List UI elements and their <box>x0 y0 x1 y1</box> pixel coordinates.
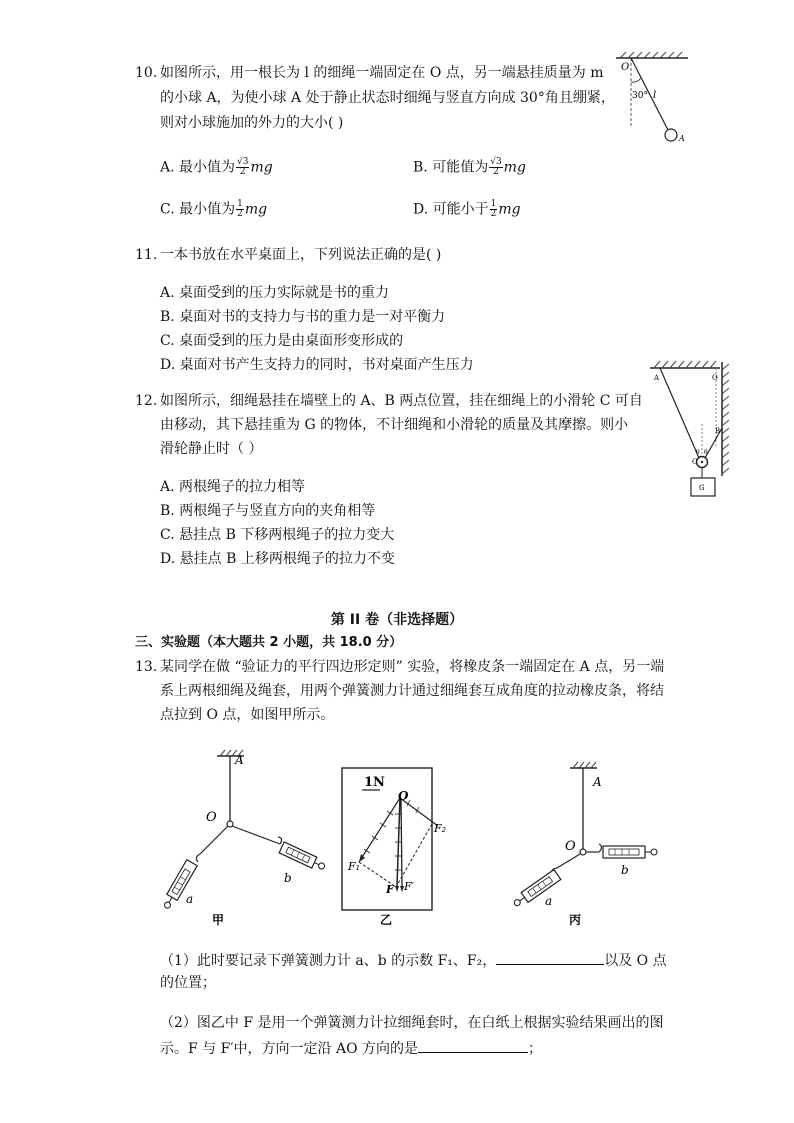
bing-label-o: O <box>565 839 576 854</box>
q12-label-c: C <box>692 458 698 466</box>
yi-label-f: F <box>386 883 394 896</box>
bing-caption: 丙 <box>569 913 582 927</box>
q12-stem-line3: 滑轮静止时（ ） <box>160 441 263 457</box>
jia-rope-a <box>200 826 228 854</box>
q12-option-c: C. 悬挂点 B 下移两根绳子的拉力变大 <box>160 527 395 543</box>
q10-label-angle: 30° <box>632 91 648 101</box>
q10-pendulum-figure <box>608 52 698 148</box>
q10-option-c-den: 2 <box>237 209 243 219</box>
q13-number: 13. <box>135 659 158 675</box>
q13-sub1-line2: 的位置； <box>160 975 216 991</box>
q12-pulley-figure <box>646 358 742 504</box>
q10-option-d-prefix: D. 可能小于 <box>413 201 489 218</box>
q11-option-b: B. 桌面对书的支持力与书的重力是一对平衡力 <box>160 309 446 325</box>
q12-pulley-axle <box>701 461 703 463</box>
bing-ceiling-hatch <box>573 762 596 768</box>
q12-label-g: G <box>699 484 705 492</box>
q11-number: 11. <box>135 247 158 263</box>
q12-label-o: O <box>712 374 718 382</box>
q12-label-b: B <box>715 427 721 435</box>
q12-stem-line2: 由移动，其下悬挂重为 G 的物体，不计细绳和小滑轮的质量及其摩擦。则小 <box>160 417 629 433</box>
q13-stem-line3: 点拉到 O 点，如图甲所示。 <box>160 707 335 723</box>
q10-option-d-num: 1 <box>490 199 497 209</box>
q10-option-c-suffix: mg <box>244 201 268 218</box>
q13-figure-yi <box>340 766 447 936</box>
q10-label-o: O <box>621 62 630 73</box>
jia-label-a-point: A <box>235 753 244 767</box>
q13-sub2-text-after: ； <box>528 1041 542 1057</box>
q10-option-b-num: √3 <box>490 157 502 167</box>
jia-caption: 甲 <box>212 913 225 927</box>
q10-ceiling-hatch <box>620 52 682 58</box>
q12-option-d: D. 悬挂点 B 上移两根绳子的拉力不变 <box>160 551 395 567</box>
bing-hook-b <box>599 844 602 852</box>
q10-option-d-suffix: mg <box>498 201 521 218</box>
q12-wall-hatch <box>722 364 729 474</box>
bing-spring-scale-b <box>603 846 657 858</box>
q12-rope-left <box>660 368 699 458</box>
q10-stem-line1: 如图所示，用一根长为 l 的细绳一端固定在 O 点，另一端悬挂质量为 m <box>160 65 604 81</box>
q13-sub1-answer-blank[interactable] <box>496 950 604 965</box>
yi-label-f1: F₁ <box>348 860 361 873</box>
jia-hook-a <box>196 854 200 862</box>
yi-label-f2: F₂ <box>434 822 447 835</box>
q12-number: 12. <box>135 393 158 409</box>
q10-option-a-prefix: A. 最小值为 <box>160 159 236 176</box>
q10-option-b-den: 2 <box>493 167 499 177</box>
jia-rope-b <box>232 826 280 844</box>
bing-label-a-scale: a <box>545 894 553 908</box>
q10-option-a-fraction <box>236 158 249 177</box>
q11-option-c: C. 桌面受到的压力是由桌面形变形成的 <box>160 333 404 349</box>
q13-sub2-line2 <box>160 1038 542 1058</box>
q13-sub2-line1: （2）图乙中 F 是用一个弹簧测力计拉细绳套时，在白纸上根据实验结果画出的图 <box>160 1015 664 1031</box>
q11-option-d: D. 桌面对书产生支持力的同时，书对桌面产生压力 <box>160 357 474 373</box>
q11-stem: 一本书放在水平桌面上，下列说法正确的是( ) <box>160 247 442 263</box>
q10-option-a-num: √3 <box>237 157 249 167</box>
q12-stem-line1: 如图所示，细绳悬挂在墙壁上的 A、B 两点位置，挂在细绳上的小滑轮 C 可自 <box>160 393 643 409</box>
yi-caption: 乙 <box>380 913 393 927</box>
q13-sub1-text: （1）此时要记录下弹簧测力计 a、b 的示数 F₁、F₂， <box>160 953 497 969</box>
q10-label-l: l <box>653 90 657 101</box>
q13-sub2-text: 示。F 与 F′中，方向一定沿 AO 方向的是 <box>160 1041 418 1057</box>
q11-option-a: A. 桌面受到的压力实际就是书的重力 <box>160 285 390 301</box>
q10-option-b-fraction <box>489 158 502 177</box>
jia-label-o: O <box>206 810 217 825</box>
yi-label-fprime: F′ <box>404 880 415 893</box>
bing-rope-a <box>557 854 580 868</box>
bing-spring-scale-a <box>511 870 560 910</box>
q13-sub1-text-after: 以及 O 点 <box>604 953 667 969</box>
q10-option-b <box>413 158 526 177</box>
q13-figure-bing <box>505 742 675 930</box>
bing-label-b-scale: b <box>621 863 629 877</box>
q10-option-d-fraction <box>490 200 498 219</box>
q13-stem-line1: 某同学在做 “验证力的平行四边形定则” 实验，将橡皮条一端固定在 A 点，另一端 <box>160 659 665 675</box>
q12-label-a: A <box>654 374 660 382</box>
jia-label-a-scale: a <box>186 892 194 906</box>
q13-figure-jia <box>152 742 330 930</box>
q10-option-a-suffix: mg <box>250 159 273 176</box>
q10-stem-line3: 则对小球施加的外力的大小( ) <box>160 115 344 131</box>
yi-scale-label: 1N <box>364 775 385 790</box>
q10-option-a-den: 2 <box>239 167 246 177</box>
q10-option-d <box>413 200 521 219</box>
q10-option-c-num: 1 <box>237 199 243 209</box>
part2-title: 第 II 卷（非选择题） <box>330 612 464 628</box>
q10-option-c-prefix: C. 最小值为 <box>160 201 236 218</box>
q10-ball <box>665 129 677 141</box>
bing-label-a-point: A <box>593 775 602 789</box>
q10-option-d-den: 2 <box>490 209 497 219</box>
q12-ceiling-hatch <box>654 361 716 368</box>
q13-stem-line2: 系上两根细绳及绳套，用两个弹簧测力计通过细绳套互成角度的拉动橡皮条，将结 <box>160 683 664 699</box>
q13-sub1-line1 <box>160 950 667 970</box>
yi-label-o: O <box>398 789 409 803</box>
q10-label-a: A <box>679 134 685 143</box>
bing-knot <box>580 849 586 855</box>
q12-option-a: A. 两根绳子的拉力相等 <box>160 479 306 495</box>
q13-sub2-answer-blank[interactable] <box>418 1038 528 1053</box>
q10-option-b-suffix: mg <box>503 159 526 176</box>
q12-label-theta1: θ <box>696 449 700 456</box>
q10-option-a <box>160 158 273 177</box>
q10-number: 10. <box>135 65 158 81</box>
jia-label-b-scale: b <box>284 871 292 885</box>
q10-option-c <box>160 200 267 219</box>
q10-option-b-prefix: B. 可能值为 <box>413 159 489 176</box>
q12-label-theta2: θ <box>704 449 708 456</box>
q12-option-b: B. 两根绳子与竖直方向的夹角相等 <box>160 503 376 519</box>
section-heading: 三、实验题（本大题共 2 小题，共 18.0 分） <box>135 635 403 650</box>
jia-spring-scale-b <box>279 842 327 873</box>
q10-option-c-fraction <box>236 200 244 219</box>
q10-stem-line2: 的小球 A，为使小球 A 处于静止状态时细绳与竖直方向成 30°角且绷紧， <box>160 90 615 106</box>
q10-angle-arc <box>631 78 641 82</box>
